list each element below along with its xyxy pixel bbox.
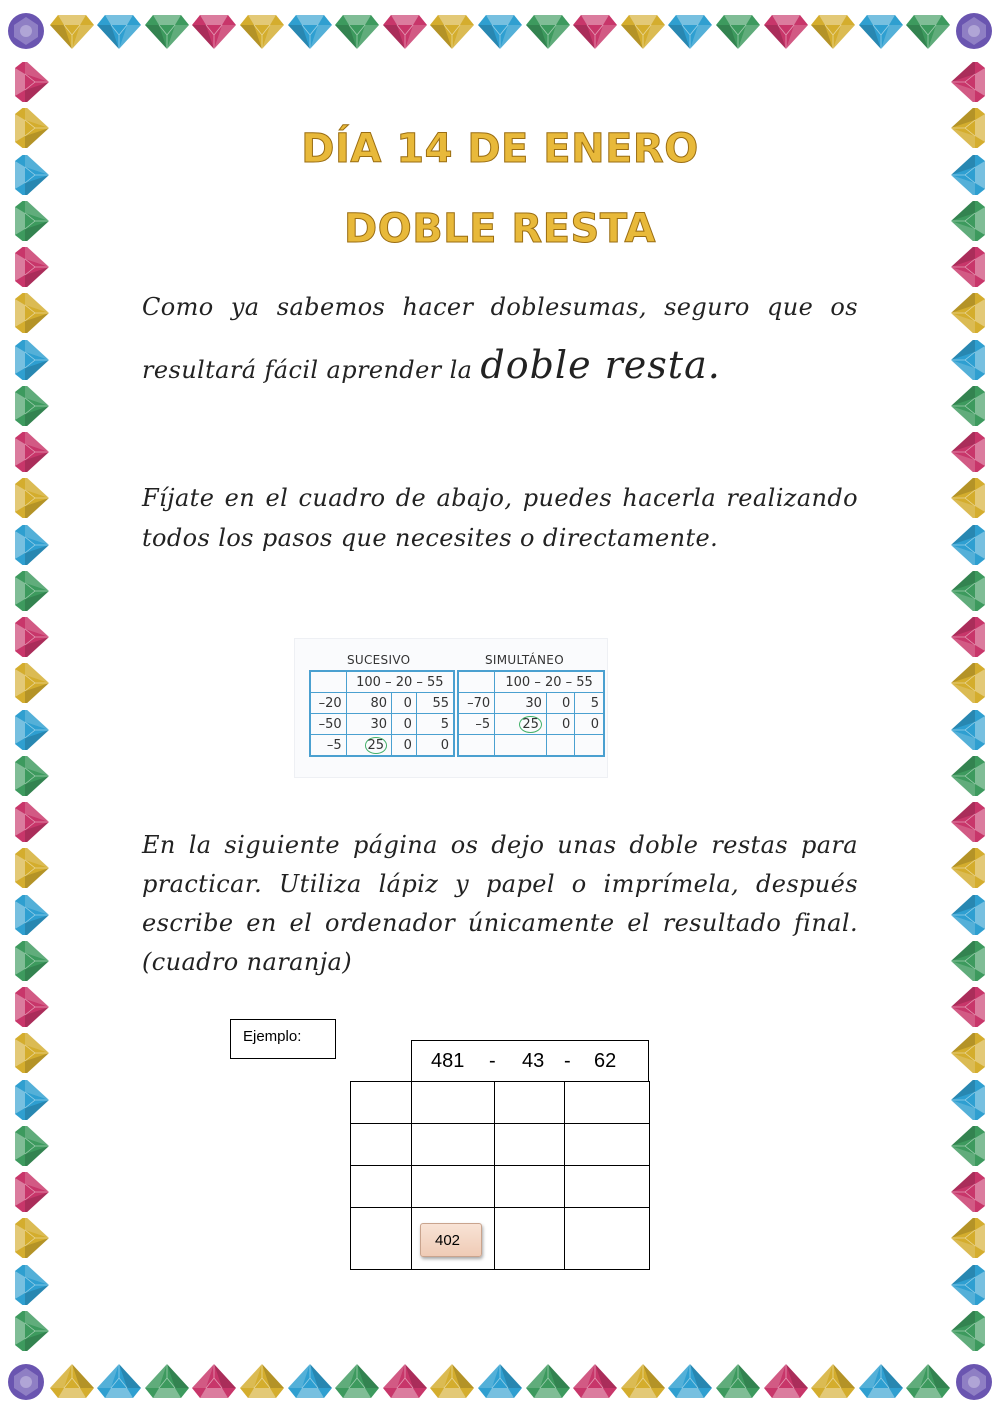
table-cell: 5 [575, 693, 604, 714]
gem-icon [906, 11, 950, 51]
grid-cell [564, 1123, 650, 1166]
table-cell: –50 [310, 714, 346, 735]
page-subtitle: DOBLE RESTA [343, 206, 656, 252]
table-cell: –70 [458, 693, 495, 714]
grid-cell [494, 1123, 565, 1166]
grid-cell [411, 1165, 495, 1208]
table-cell: 0 [392, 735, 417, 757]
grid-cell [350, 1081, 412, 1124]
gem-icon [97, 11, 141, 51]
gem-icon [97, 1362, 141, 1402]
gem-icon [947, 756, 991, 796]
gem-icon [947, 1080, 991, 1120]
border-bottom [0, 1351, 1000, 1413]
circled-result: 25 [519, 716, 542, 733]
gem-icon [947, 293, 991, 333]
gem-icon [947, 1265, 991, 1305]
gem-icon [9, 293, 53, 333]
gem-icon [573, 11, 617, 51]
gem-icon [240, 11, 284, 51]
table-cell [575, 735, 604, 757]
practice-paragraph: En la siguiente página os dejo unas doble restas para practicar. Utiliza lápiz y papel o imprímela, después escribe en el ordenador únicamente el resultado final. (cuadro naranja) [142, 831, 858, 976]
gem-icon [947, 478, 991, 518]
gem-icon [947, 525, 991, 565]
table-cell: 30 [346, 714, 391, 735]
gem-icon [478, 11, 522, 51]
round-gem-icon [6, 11, 46, 51]
minus-sign: - [564, 1049, 571, 1072]
table-cell: 0 [546, 693, 574, 714]
grid-cell [494, 1165, 565, 1208]
gem-icon [192, 11, 236, 51]
gem-icon [50, 1362, 94, 1402]
grid-cell [494, 1081, 565, 1124]
grid-cell [411, 1123, 495, 1166]
grid-cell [564, 1165, 650, 1208]
gem-icon [947, 340, 991, 380]
table-cell: –5 [310, 735, 346, 757]
simultaneo-label: SIMULTÁNEO [485, 653, 564, 667]
gem-icon [478, 1362, 522, 1402]
gem-icon [9, 247, 53, 287]
gem-icon [9, 340, 53, 380]
gem-icon [430, 11, 474, 51]
answer-box[interactable]: 402 [420, 1223, 482, 1257]
gem-icon [947, 247, 991, 287]
gem-icon [621, 11, 665, 51]
gem-icon [526, 1362, 570, 1402]
simultaneo-header: 100 – 20 – 55 [495, 671, 604, 693]
table-row [310, 714, 454, 735]
gem-icon [9, 571, 53, 611]
intro-text: Como ya sabemos hacer doblesumas, seguro que os resultará fácil aprender la [142, 293, 858, 384]
gem-icon [145, 11, 189, 51]
table-cell [458, 735, 495, 757]
table-cell: 0 [392, 714, 417, 735]
gem-icon [335, 11, 379, 51]
border-right [938, 62, 1000, 1351]
gem-icon [288, 11, 332, 51]
gem-icon [811, 1362, 855, 1402]
instruction-paragraph: Fíjate en el cuadro de abajo, puedes hacerla realizando todos los pasos que necesites o directamente. [142, 484, 858, 552]
gem-icon [9, 1265, 53, 1305]
gem-icon [947, 895, 991, 935]
circled-result-cell [346, 735, 391, 757]
gem-icon [9, 710, 53, 750]
table-cell: –5 [458, 714, 495, 735]
gem-icon [9, 941, 53, 981]
gem-icon [947, 941, 991, 981]
gem-icon [9, 987, 53, 1027]
gem-icon [764, 11, 808, 51]
gem-icon [192, 1362, 236, 1402]
gem-icon [947, 1218, 991, 1258]
gem-icon [240, 1362, 284, 1402]
circled-result: 25 [365, 737, 388, 754]
table-cell: 0 [546, 714, 574, 735]
table-row [458, 693, 604, 714]
page-title: DÍA 14 DE ENERO [301, 126, 699, 172]
minuend: 481 [431, 1049, 465, 1072]
table-cell: 0 [416, 735, 454, 757]
gem-icon [9, 1080, 53, 1120]
table-row [458, 735, 604, 757]
gem-icon [716, 1362, 760, 1402]
table-cell: 0 [392, 693, 417, 714]
gem-icon [9, 386, 53, 426]
gem-icon [9, 1311, 53, 1351]
operation-header [411, 1040, 649, 1082]
gem-icon [573, 1362, 617, 1402]
gem-icon [9, 802, 53, 842]
gem-icon [947, 848, 991, 888]
gem-icon [9, 432, 53, 472]
table-cell [546, 735, 574, 757]
gem-icon [9, 525, 53, 565]
gem-icon [430, 1362, 474, 1402]
subtrahend-1: 43 [522, 1049, 545, 1072]
gem-icon [947, 432, 991, 472]
gem-icon [947, 1033, 991, 1073]
gem-icon [947, 617, 991, 657]
gem-icon [947, 802, 991, 842]
round-gem-icon [6, 1362, 46, 1402]
gem-icon [9, 1172, 53, 1212]
gem-icon [9, 663, 53, 703]
gem-icon [859, 11, 903, 51]
border-top [0, 0, 1000, 62]
gem-icon [859, 1362, 903, 1402]
table-cell: 55 [416, 693, 454, 714]
gem-icon [9, 1033, 53, 1073]
gem-icon [9, 848, 53, 888]
table-row [310, 735, 454, 757]
gem-icon [9, 1218, 53, 1258]
gem-icon [9, 895, 53, 935]
table-cell: 0 [575, 714, 604, 735]
gem-icon [9, 756, 53, 796]
table-cell: 5 [416, 714, 454, 735]
sucesivo-label: SUCESIVO [347, 653, 411, 667]
gem-icon [9, 62, 53, 102]
gem-icon [383, 1362, 427, 1402]
grid-cell [494, 1207, 565, 1270]
table-row [458, 714, 604, 735]
intro-emphasis: doble resta. [480, 343, 721, 387]
gem-icon [335, 1362, 379, 1402]
simultaneo-table [457, 670, 605, 757]
gem-icon [9, 1126, 53, 1166]
gem-icon [947, 386, 991, 426]
gem-icon [145, 1362, 189, 1402]
grid-cell [411, 1081, 495, 1124]
gem-icon [383, 11, 427, 51]
table-row [310, 693, 454, 714]
grid-cell [564, 1207, 650, 1270]
gem-icon [947, 710, 991, 750]
grid-cell [350, 1165, 412, 1208]
gem-icon [9, 617, 53, 657]
gem-icon [9, 478, 53, 518]
gem-icon [288, 1362, 332, 1402]
table-cell: –20 [310, 693, 346, 714]
grid-cell [564, 1081, 650, 1124]
table-cell: 80 [346, 693, 391, 714]
gem-icon [668, 1362, 712, 1402]
gem-icon [668, 11, 712, 51]
intro-paragraph [142, 278, 858, 399]
gem-icon [947, 987, 991, 1027]
table-cell [495, 735, 547, 757]
sucesivo-header: 100 – 20 – 55 [346, 671, 454, 693]
gem-icon [764, 1362, 808, 1402]
minus-sign: - [489, 1049, 496, 1072]
example-figure [294, 638, 608, 778]
gem-icon [947, 1172, 991, 1212]
gem-icon [947, 62, 991, 102]
gem-icon [811, 11, 855, 51]
border-left [0, 62, 62, 1351]
gem-icon [906, 1362, 950, 1402]
gem-icon [621, 1362, 665, 1402]
gem-icon [947, 663, 991, 703]
grid-cell [350, 1207, 412, 1270]
round-gem-icon [954, 11, 994, 51]
subtrahend-2: 62 [594, 1049, 617, 1072]
gem-icon [716, 11, 760, 51]
gem-icon [526, 11, 570, 51]
gem-icon [947, 571, 991, 611]
grid-cell [350, 1123, 412, 1166]
gem-icon [947, 1126, 991, 1166]
example-label: Ejemplo: [230, 1019, 336, 1059]
sucesivo-table [309, 670, 455, 757]
circled-result-cell [495, 714, 547, 735]
gem-icon [50, 11, 94, 51]
round-gem-icon [954, 1362, 994, 1402]
table-cell: 30 [495, 693, 547, 714]
gem-icon [947, 1311, 991, 1351]
